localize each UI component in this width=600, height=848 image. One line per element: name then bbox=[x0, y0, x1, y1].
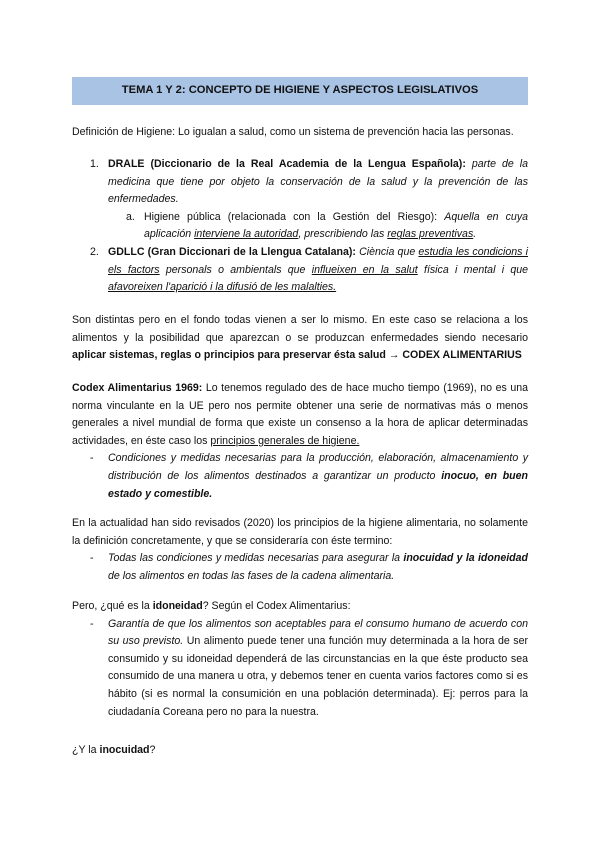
dash-item bbox=[72, 616, 528, 722]
paragraph-codex bbox=[72, 380, 528, 503]
codex-text bbox=[72, 380, 528, 450]
question-text-cont: ? Según el Codex Alimentarius: bbox=[202, 600, 351, 612]
definition-line bbox=[72, 124, 528, 142]
revised-bullet-bold: inocuidad y la idoneidad bbox=[403, 552, 529, 565]
list-item bbox=[72, 156, 528, 209]
codex-bullet-italic: Condiciones y medidas necesarias para la producción, elaboración, almacenamiento y distribución de los alimentos destinados a garantizar un producto bbox=[108, 452, 528, 482]
dash-marker: - bbox=[90, 552, 94, 565]
title-text: TEMA 1 Y 2: CONCEPTO DE HIGIENE Y ASPECTOS LEGISLATIVOS bbox=[121, 84, 479, 97]
question-text-cont: ? bbox=[149, 744, 156, 756]
codex-body: Lo tenemos regulado des de hace mucho tiempo (1969), no es una norma vinculante en la UE pero nos permite obtener una serie de normativas más o menos generales a nivel mundial de forma que existe un consenso a la hora de aplicar determinadas actividades, en éste caso los bbox=[72, 382, 528, 447]
underlined-phrase: influeixen en la salut bbox=[311, 263, 418, 276]
dash-item bbox=[72, 450, 528, 503]
underlined-phrase: estudia les condicions i els factors bbox=[108, 245, 528, 276]
para1-bold: aplicar sistemas, reglas o principios para preservar ésta salud → CODEX ALIMENTARIUS bbox=[72, 349, 522, 362]
drale-definition: parte de la medicina que tiene por objeto la conservación de la salud y la prevención de las enfermedades. bbox=[108, 158, 529, 206]
dash-item bbox=[72, 550, 528, 585]
question-text: Pero, ¿qué es la bbox=[72, 600, 150, 612]
codex-bullet-bold: inocuo, en buen estado y comestible. bbox=[108, 469, 529, 500]
sub-list-item bbox=[72, 209, 528, 244]
question-bold: inocuidad bbox=[99, 744, 150, 756]
idoneidad-bullet-italic: Garantía de que los alimentos son aceptables para el consumo humano de acuerdo con su uso previsto. bbox=[108, 617, 528, 648]
question-bold: idoneidad bbox=[152, 600, 203, 612]
list-item-text bbox=[108, 244, 528, 297]
list-marker: 2. bbox=[90, 245, 99, 258]
codex-heading: Codex Alimentarius 1969: bbox=[72, 382, 203, 394]
paragraph-idoneidad bbox=[72, 598, 528, 721]
paragraph-inocuidad bbox=[72, 742, 528, 760]
dash-item-text bbox=[108, 450, 528, 503]
revised-bullet-italic-cont: de los alimentos en todas las fases de la cadena alimentaria. bbox=[108, 569, 395, 582]
page-title bbox=[72, 77, 528, 105]
gdllc-term: GDLLC (Gran Diccionari de la Llengua Catalana): bbox=[108, 245, 356, 258]
idoneidad-bullet-text: Un alimento puede tener una función muy determinada a la hora de ser consumido y su idoneidad dependerá de las circunstancias en la que éste producto sea consumido de una manera u otra, y debemos tener en cuenta varios factores como si es hábito (si es normal la consumición en una población determinada). Ej: perros para la ciudadanía Coreana pero no para la nuestra. bbox=[108, 635, 528, 718]
para1-text: Son distintas pero en el fondo todas vienen a ser lo mismo. En este caso se relaciona a los alimentos y la posibilidad que aparezcan o se produzcan enfermedades siendo necesario bbox=[72, 314, 528, 344]
list-item-text bbox=[108, 156, 528, 209]
list-marker: 1. bbox=[90, 158, 99, 170]
gdllc-definition-cont: física i mental i que bbox=[424, 263, 528, 276]
idoneidad-question bbox=[72, 598, 528, 616]
dash-item-text bbox=[108, 616, 528, 722]
higiene-publica-def-cont: , prescribiendo las bbox=[298, 228, 385, 241]
list-item bbox=[72, 244, 528, 297]
revised-bullet-italic: Todas las condiciones y medidas necesarias para asegurar la bbox=[108, 552, 401, 565]
definition-text: Definición de Higiene: Lo igualan a salud, como un sistema de prevención hacia las personas. bbox=[72, 126, 514, 138]
paragraph-text bbox=[72, 312, 528, 365]
gdllc-definition: Ciència que bbox=[359, 245, 416, 258]
revised-text: En la actualidad han sido revisados (2020) los principios de la higiene alimentaria, no solamente la definición concretamente, y que se consideraría con éste termino: bbox=[72, 517, 528, 547]
gdllc-definition-cont: personals o ambientals que bbox=[165, 263, 306, 276]
dash-marker: - bbox=[90, 617, 94, 630]
paragraph-revised bbox=[72, 515, 528, 585]
dash-item-text bbox=[108, 550, 528, 585]
sub-list-item-text bbox=[144, 209, 528, 244]
higiene-publica-def: Aquella en cuya aplicación bbox=[144, 210, 529, 241]
question-text: ¿Y la bbox=[72, 744, 97, 756]
underlined-phrase: interviene la autoridad bbox=[194, 228, 299, 241]
sub-list-marker: a. bbox=[126, 210, 135, 223]
underlined-phrase: afavoreixen l'aparició i la difusió de les malalties. bbox=[108, 281, 337, 294]
dash-marker: - bbox=[90, 452, 94, 465]
underlined-phrase: principios generales de higiene. bbox=[210, 434, 360, 447]
paragraph-relation bbox=[72, 312, 528, 365]
period: . bbox=[473, 228, 477, 241]
definitions-list bbox=[72, 156, 528, 297]
underlined-phrase: reglas preventivas bbox=[387, 228, 474, 241]
drale-term: DRALE (Diccionario de la Real Academia de la Lengua Española): bbox=[108, 158, 466, 170]
higiene-publica-label: Higiene pública (relacionada con la Gestión del Riesgo): bbox=[144, 210, 438, 223]
inocuidad-question bbox=[72, 742, 528, 760]
